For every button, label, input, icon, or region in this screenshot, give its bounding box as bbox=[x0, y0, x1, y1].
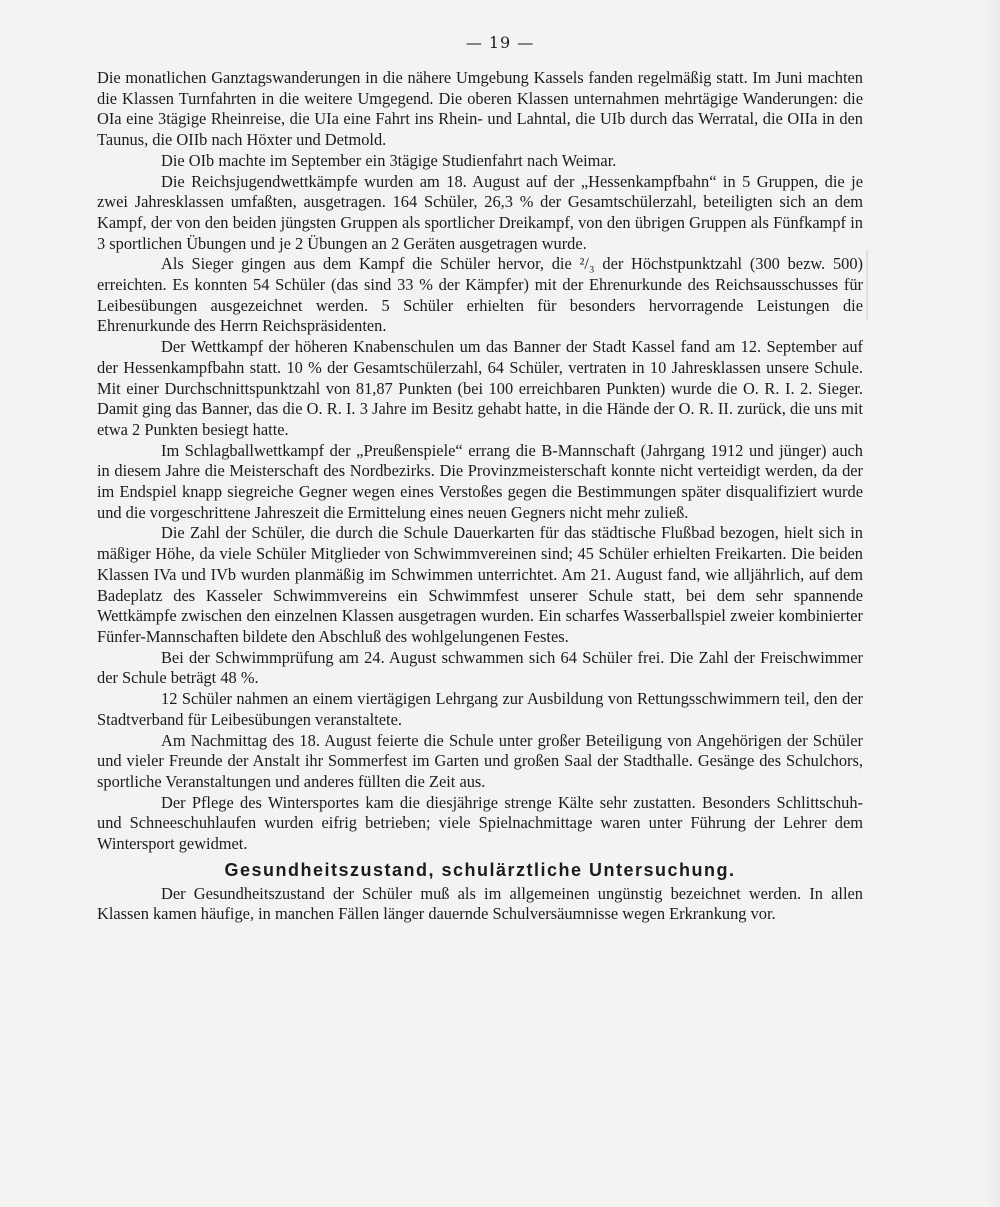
paragraph-schlagball: Im Schlagballwettkampf der „Preußenspiele“ errang die B-Mannschaft (Jahrgang 1912 und jünger) auch in diesem Jahre die Meisterschaft des Nordbezirks. Die Provinzmeisterschaft konnte nicht verteidigt werden, da der im Endspiel knapp siegreiche Gegner wegen eines Verstoßes gegen die Bestimmungen später disqualifiziert wurde und die vorgeschrittene Jahreszeit die Ermittelung eines neuen Gegners nicht mehr zuließ. bbox=[97, 440, 863, 522]
section-heading-health: Gesundheitszustand, schulärztliche Untersuchung. bbox=[224, 859, 736, 880]
paragraph-swimming: Die Zahl der Schüler, die durch die Schule Dauerkarten für das städtische Flußbad bezogen, hielt sich in mäßiger Höhe, da viele Schüler Mitglieder von Schwimmvereinen sind; 45 Schüler erhielten Freikarten. Die beiden Klassen IVa und IVb wurden planmäßig im Schwimmen unterrichtet. Am 21. August fand, wie alljährlich, auf dem Badeplatz des Kasseler Schwimmvereins ein Schwimmfest unserer Schule statt, bei dem sehr spannende Wettkämpfe zwischen den einzelnen Klassen ausgetragen wurden. Ein scharfes Wasserballspiel zweier kombinierter Fünfer-Mannschaften bildete den Abschluß des wohlgelungenen Festes. bbox=[97, 523, 863, 646]
body-text bbox=[97, 68, 863, 925]
paragraph-youth-games: Die Reichsjugendwettkämpfe wurden am 18. August auf der „Hessenkampfbahn“ in 5 Gruppen, die je zwei Jahresklassen umfaßten, ausgetragen. 164 Schüler, 26,3 % der Gesamtschülerzahl, beteiligten sich an dem Kampf, der von den beiden jüngsten Gruppen als sportlicher Dreikampf, von den übrigen Gruppen als Fünfkampf in 3 sportlichen Übungen und je 2 Übungen an 2 Geräten ausgetragen wurde. bbox=[97, 171, 863, 253]
page-edge-shadow bbox=[986, 0, 1000, 1207]
paragraph-study-trip: Die OIb machte im September ein 3tägige Studienfahrt nach Weimar. bbox=[161, 150, 617, 170]
paragraph-lifeguard: 12 Schüler nahmen an einem viertägigen Lehrgang zur Ausbildung von Rettungsschwimmern teil, den der Stadtverband für Leibesübungen veranstaltete. bbox=[97, 689, 863, 729]
paragraph-winners: Als Sieger gingen aus dem Kampf die Schüler hervor, die ²/₃ der Höchstpunktzahl (300 bezw. 500) erreichten. Es konnten 54 Schüler (das sind 33 % der Kämpfer) mit der Ehrenurkunde des Reichsausschusses für Leibesübungen ausgezeichnet werden. 5 Schüler erhielten für besonders hervorragende Leistungen die Ehrenurkunde des Herrn Reichspräsidenten. bbox=[97, 254, 863, 336]
paragraph-summer-festival: Am Nachmittag des 18. August feierte die Schule unter großer Beteiligung von Angehörigen der Schüler und vieler Freunde der Anstalt ihr Sommerfest im Garten und großen Saal der Stadthalle. Gesänge des Schulchors, sportliche Veranstaltungen und anderes füllten die Zeit aus. bbox=[97, 730, 863, 791]
paragraph-hiking: Die monatlichen Ganztagswanderungen in die nähere Umgebung Kassels fanden regelmäßig statt. Im Juni machten die Klassen Turnfahrten in die weitere Umgegend. Die oberen Klassen unternahmen mehrtägige Wanderungen: die OIa eine 3tägige Rheinreise, die UIa eine Fahrt ins Rhein- und Lahntal, die UIb durch das Werratal, die OIIa in den Taunus, die OIIb nach Höxter und Detmold. bbox=[97, 68, 863, 150]
paragraph-winter-sport: Der Pflege des Wintersportes kam die diesjährige strenge Kälte sehr zustatten. Besonders Schlittschuh- und Schneeschuhlaufen wurden eifrig betrieben; viele Spielnachmittage waren unter Führung der Lehrer dem Wintersport gewidmet. bbox=[97, 792, 863, 854]
bleed-through-mark bbox=[866, 250, 868, 320]
paragraph-health: Der Gesundheitszustand der Schüler muß als im allgemeinen ungünstig bezeichnet werden. In allen Klassen kamen häufige, in manchen Fällen länger dauernde Schulversäumnisse wegen Erkrankung vor. bbox=[97, 883, 863, 924]
paragraph-swim-test: Bei der Schwimmprüfung am 24. August schwammen sich 64 Schüler frei. Die Zahl der Freischwimmer der Schule beträgt 48 %. bbox=[97, 647, 863, 688]
paragraph-banner-competition: Der Wettkampf der höheren Knabenschulen um das Banner der Stadt Kassel fand am 12. September auf der Hessenkampfbahn statt. 10 % der Gesamtschülerzahl, 64 Schüler, vertraten in 10 Jahresklassen unsere Schule. Mit einer Durchschnittspunktzahl von 81,87 Punkten (bei 100 erreichbaren Punkten) wurde die O. R. I. 2. Sieger. Damit ging das Banner, das die O. R. I. 3 Jahre im Besitz gehabt hatte, in die Hände der O. R. II. zurück, die uns mit etwa 2 Punkten besiegt hatte. bbox=[97, 337, 863, 439]
page-number: — 19 — bbox=[465, 33, 535, 52]
